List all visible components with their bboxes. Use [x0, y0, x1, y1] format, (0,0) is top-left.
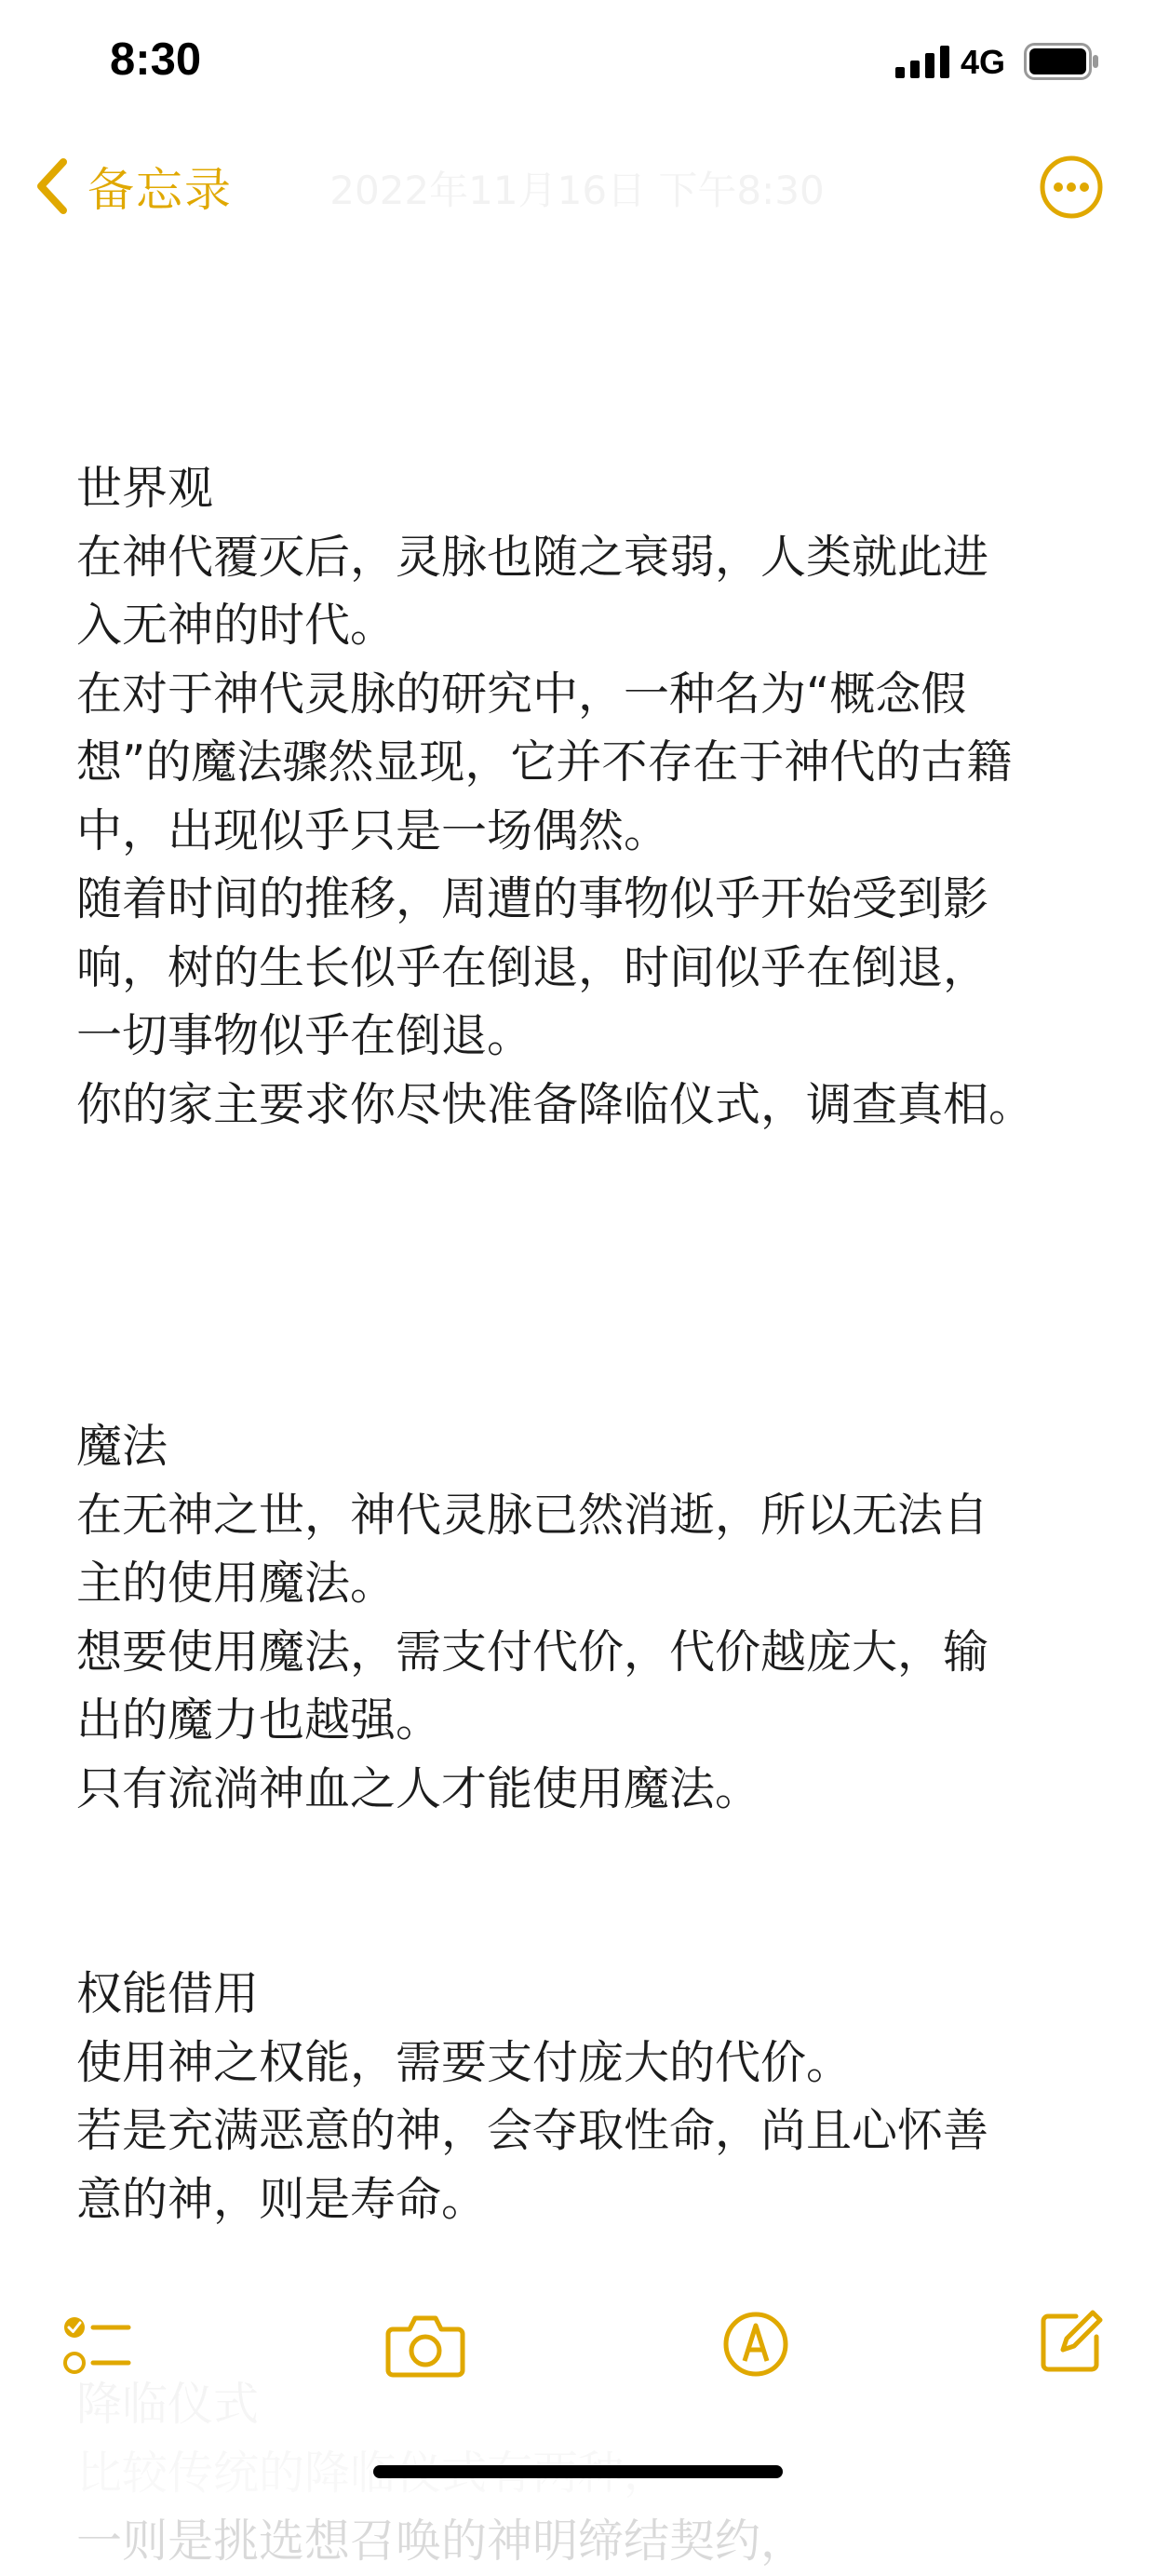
home-indicator[interactable] [373, 2465, 783, 2478]
note-line: 一则是挑选想召唤的神明缔结契约， [76, 2515, 807, 2568]
compose-icon[interactable] [1039, 2309, 1104, 2374]
markup-pen-icon[interactable] [722, 2311, 789, 2378]
note-line: 在无神之世，神代灵脉已然消逝，所以无法自 [76, 1488, 989, 1542]
note-line: 使用神之权能，需要支付庞大的代价。 [76, 2035, 853, 2089]
bottom-toolbar [0, 2300, 1156, 2393]
note-line: 一切事物似乎在倒退。 [76, 1009, 533, 1062]
note-line: 主的使用魔法。 [76, 1557, 397, 1610]
note-line: 中，出现似乎只是一场偶然。 [76, 803, 670, 857]
note-line: 意的神，则是寿命。 [76, 2172, 488, 2226]
nav-bar [0, 140, 1156, 233]
note-line: 若是充满恶意的神，会夺取性命，尚且心怀善 [76, 2104, 989, 2157]
note-line: 你的家主要求你尽快准备降临仪式，调查真相。 [76, 1077, 1035, 1131]
note-line: 想要使用魔法，需支付代价，代价越庞大，输 [76, 1625, 989, 1679]
cellular-signal-icon [895, 45, 953, 78]
note-line: 响，树的生长似乎在倒退，时间似乎在倒退， [76, 940, 989, 994]
status-time: 8:30 [110, 34, 202, 85]
battery-icon [1024, 43, 1100, 80]
note-line: 在神代覆灭后，灵脉也随之衰弱，人类就此进 [76, 530, 989, 584]
section-heading: 世界观 [76, 462, 214, 515]
section-heading: 魔法 [76, 1420, 168, 1473]
note-line: 入无神的时代。 [76, 599, 397, 652]
note-line: 想”的魔法骤然显现，它并不存在于神代的古籍 [76, 735, 1013, 789]
section-heading: 权能借用 [76, 1967, 260, 2020]
network-type: 4G [961, 43, 1006, 81]
note-line: 只有流淌神血之人才能使用魔法。 [76, 1761, 761, 1815]
ellipsis-circle-icon[interactable] [1039, 155, 1104, 220]
note-date: 2022年11月16日 下午8:30 [329, 168, 825, 213]
camera-icon[interactable] [385, 2313, 465, 2378]
checklist-icon[interactable] [61, 2311, 132, 2381]
status-bar [0, 0, 1156, 130]
note-line: 出的魔力也越强。 [76, 1693, 442, 1747]
back-label: 备忘录 [87, 163, 233, 217]
back-button[interactable] [34, 149, 233, 223]
note-body[interactable] [76, 454, 1109, 2576]
chevron-left-icon [34, 156, 71, 216]
note-line: 随着时间的推移，周遭的事物似乎开始受到影 [76, 872, 989, 925]
note-line: 在对于神代灵脉的研究中，一种名为“概念假 [76, 667, 967, 721]
